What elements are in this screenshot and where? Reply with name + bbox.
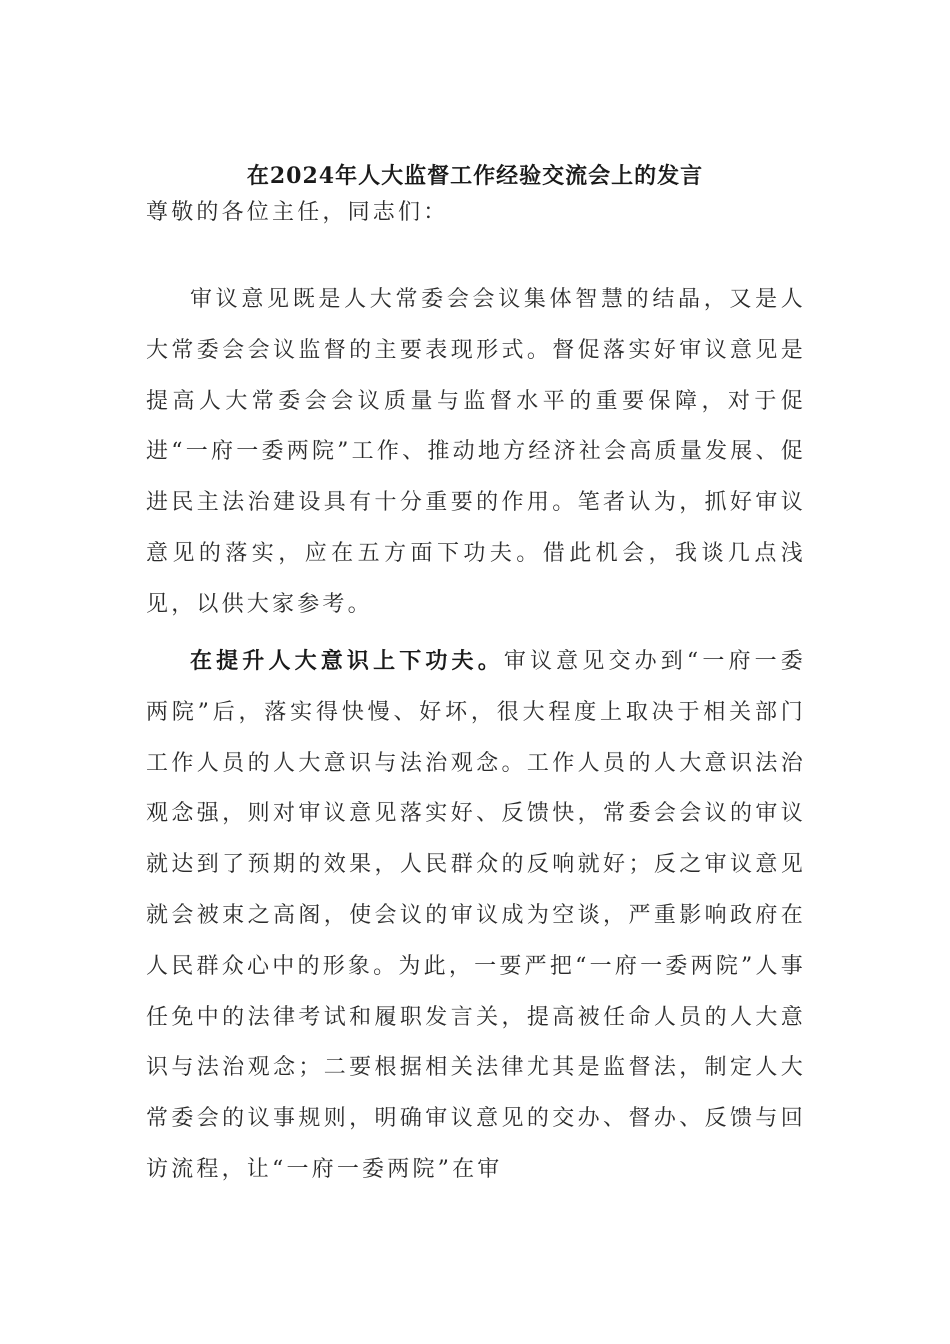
paragraph-body: 审议意见交办到“一府一委两院”后，落实得快慢、好坏，很大程度上取决于相关部门工作人员的人大意识与法治观念。工作人员的人大意识法治观念强，则对审议意见落实好、反馈快，常委会会议的审议就达到了预期的效果，人民群众的反响就好；反之审议意见就会被束之高阁，使会议的审议成为空谈，严重影响政府在人民群众心中的形象。为此，一要严把“一府一委两院”人事任免中的法律考试和履职发言关，提高被任命人员的人大意识与法治观念；二要根据相关法律尤其是监督法，制定人大常委会的议事规则，明确审议意见的交办、督办、反馈与回访流程，让“一府一委两院”在审 [146,649,806,1182]
paragraph-awareness [146,636,806,1196]
salutation: 尊敬的各位主任，同志们： [146,200,449,225]
document-title: 在2024年人大监督工作经验交流会上的发言 [246,163,704,189]
paragraph-intro: 审议意见既是人大常委会会议集体智慧的结晶，又是人大常委会会议监督的主要表现形式。督促落实好审议意见是提高人大常委会会议质量与监督水平的重要保障，对于促进“一府一委两院”工作、推动地方经济社会高质量发展、促进民主法治建设具有十分重要的作用。笔者认为，抓好审议意见的落实，应在五方面下功夫。借此机会，我谈几点浅见，以供大家参考。 [146,287,806,617]
paragraph-heading: 在提升人大意识上下功夫。 [190,648,504,674]
